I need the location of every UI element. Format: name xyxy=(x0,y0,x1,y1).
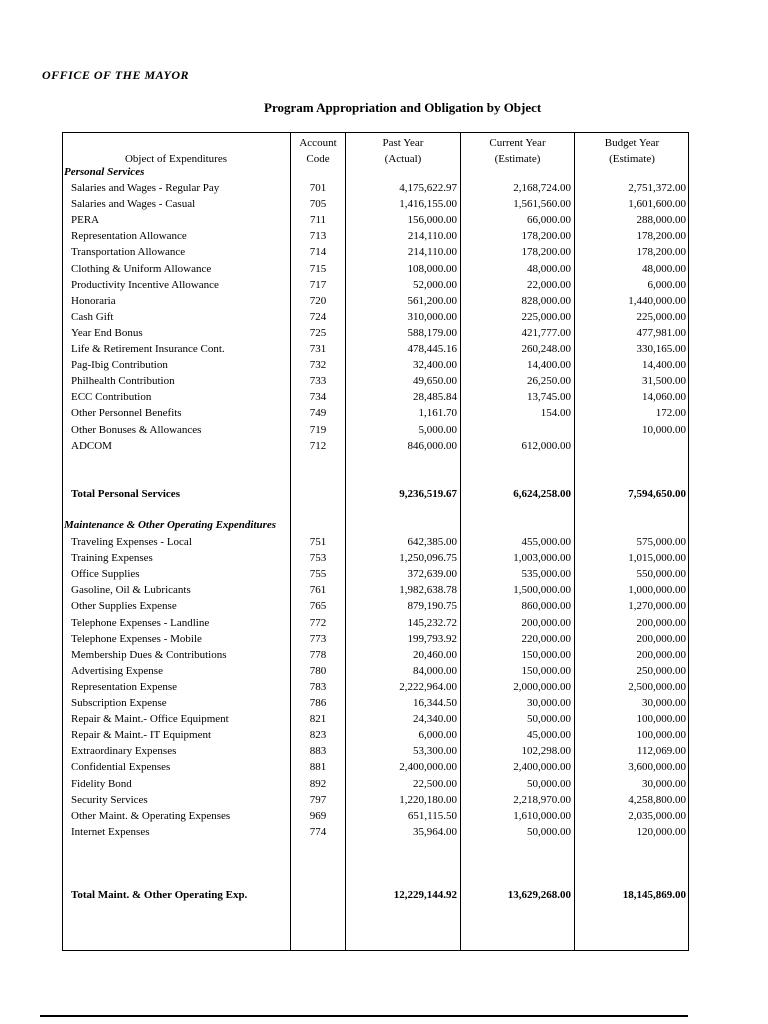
row-current-year: 50,000.00 xyxy=(527,713,571,726)
row-budget-year: 120,000.00 xyxy=(636,825,686,838)
row-account-code: 717 xyxy=(309,278,327,291)
row-account-code: 713 xyxy=(309,230,327,243)
row-label: Confidential Expenses xyxy=(71,761,171,774)
row-current-year: 45,000.00 xyxy=(527,729,571,742)
row-budget-year: 6,000.00 xyxy=(647,278,686,291)
table-row xyxy=(62,277,689,293)
row-current-year: 102,298.00 xyxy=(521,745,571,758)
row-budget-year: 31,500.00 xyxy=(642,375,686,388)
row-label: Clothing & Uniform Allowance xyxy=(71,262,212,275)
row-label: Representation Allowance xyxy=(71,230,187,243)
row-budget-year: 330,165.00 xyxy=(636,343,686,355)
header-current xyxy=(461,135,574,167)
header-past-line2: (Actual) xyxy=(384,153,422,165)
office-heading: OFFICE OF THE MAYOR xyxy=(42,68,189,82)
row-label: Extraordinary Expenses xyxy=(71,745,177,758)
header-budget-line1: Budget Year xyxy=(604,137,660,149)
row-past-year: 1,161.70 xyxy=(418,407,457,420)
row-budget-year: 14,400.00 xyxy=(642,359,686,372)
row-account-code: 761 xyxy=(309,584,327,597)
row-budget-year: 2,035,000.00 xyxy=(628,809,686,822)
row-account-code: 765 xyxy=(309,600,327,613)
row-current-year: 260,248.00 xyxy=(521,343,571,355)
row-account-code: 701 xyxy=(309,182,327,194)
row-account-code: 753 xyxy=(309,552,327,565)
row-budget-year: 200,000.00 xyxy=(636,616,686,629)
row-account-code: 732 xyxy=(309,359,327,372)
table-row xyxy=(62,422,689,438)
row-label: Fidelity Bond xyxy=(71,777,132,790)
row-account-code: 715 xyxy=(309,262,327,275)
table-row xyxy=(62,647,689,663)
row-account-code: 731 xyxy=(309,343,327,355)
row-past-year: 478,445.16 xyxy=(407,343,457,355)
row-label: Repair & Maint.- Office Equipment xyxy=(71,713,229,726)
row-budget-year: 477,981.00 xyxy=(636,326,686,339)
row-past-year: 20,460.00 xyxy=(413,648,457,661)
header-code-line1: Account xyxy=(299,137,337,149)
row-account-code: 821 xyxy=(309,713,327,726)
row-budget-year: 200,000.00 xyxy=(636,648,686,661)
row-budget-year: 200,000.00 xyxy=(636,632,686,645)
row-current-year: 612,000.00 xyxy=(521,439,571,452)
row-current-year: 66,000.00 xyxy=(527,214,571,227)
row-account-code: 778 xyxy=(309,648,327,661)
row-account-code: 969 xyxy=(309,809,327,822)
table-row xyxy=(62,679,689,695)
total-personal-services-row xyxy=(62,486,689,502)
row-label: Transportation Allowance xyxy=(71,246,186,259)
table-row xyxy=(62,309,689,325)
row-current-year: 26,250.00 xyxy=(527,375,571,388)
row-past-year: 642,385.00 xyxy=(407,536,457,548)
row-label: Honoraria xyxy=(71,294,116,307)
row-account-code: 749 xyxy=(309,407,327,420)
row-label: Internet Expenses xyxy=(71,825,150,838)
row-budget-year: 178,200.00 xyxy=(636,246,686,259)
row-current-year: 200,000.00 xyxy=(521,616,571,629)
total-budget: 18,145,869.00 xyxy=(622,889,686,901)
table-row xyxy=(62,824,689,840)
table-row xyxy=(62,293,689,309)
row-current-year: 2,000,000.00 xyxy=(513,680,571,693)
table-row xyxy=(62,663,689,679)
row-account-code: 734 xyxy=(309,391,327,404)
row-label: Security Services xyxy=(71,793,148,806)
row-past-year: 1,982,638.78 xyxy=(399,584,457,597)
table-row xyxy=(62,598,689,614)
row-label: Productivity Incentive Allowance xyxy=(71,278,219,291)
row-budget-year: 112,069.00 xyxy=(636,745,686,758)
row-past-year: 53,300.00 xyxy=(413,745,457,758)
table-row xyxy=(62,389,689,405)
row-past-year: 49,650.00 xyxy=(413,375,457,388)
row-current-year: 48,000.00 xyxy=(527,262,571,275)
row-past-year: 22,500.00 xyxy=(413,777,457,790)
row-budget-year: 48,000.00 xyxy=(642,262,686,275)
row-past-year: 24,340.00 xyxy=(413,713,457,726)
row-label: Year End Bonus xyxy=(71,326,143,339)
table-row xyxy=(62,792,689,808)
bottom-rule xyxy=(40,1015,688,1017)
row-budget-year: 14,060.00 xyxy=(642,391,686,404)
header-past xyxy=(346,135,460,167)
row-past-year: 879,190.75 xyxy=(407,600,457,613)
row-past-year: 145,232.72 xyxy=(407,616,457,629)
row-current-year: 150,000.00 xyxy=(521,664,571,677)
row-past-year: 35,964.00 xyxy=(413,825,457,838)
row-label: Other Maint. & Operating Expenses xyxy=(71,809,231,822)
total-label: Total Maint. & Other Operating Exp. xyxy=(71,889,248,901)
row-label: Salaries and Wages - Regular Pay xyxy=(71,182,220,194)
row-past-year: 651,115.50 xyxy=(407,809,457,822)
row-budget-year: 1,015,000.00 xyxy=(628,552,686,565)
row-account-code: 883 xyxy=(309,745,327,758)
row-current-year: 421,777.00 xyxy=(521,326,571,339)
row-budget-year: 288,000.00 xyxy=(636,214,686,227)
table-row xyxy=(62,180,689,196)
header-object: Object of Expenditures xyxy=(124,153,228,165)
table-row xyxy=(62,261,689,277)
row-label: Representation Expense xyxy=(71,680,177,693)
row-account-code: 783 xyxy=(309,680,327,693)
row-label: Other Supplies Expense xyxy=(71,600,177,613)
total-past: 9,236,519.67 xyxy=(399,488,457,500)
row-budget-year: 2,500,000.00 xyxy=(628,680,686,693)
row-account-code: 773 xyxy=(309,632,327,645)
row-account-code: 881 xyxy=(309,761,327,774)
row-past-year: 561,200.00 xyxy=(407,294,457,307)
row-label: Membership Dues & Contributions xyxy=(71,648,227,661)
row-label: Philhealth Contribution xyxy=(71,375,175,388)
row-current-year: 154.00 xyxy=(540,407,571,420)
row-current-year: 13,745.00 xyxy=(527,391,571,404)
row-label: ECC Contribution xyxy=(71,391,152,404)
row-account-code: 733 xyxy=(309,375,327,388)
row-label: Telephone Expenses - Mobile xyxy=(71,632,202,645)
row-budget-year: 4,258,800.00 xyxy=(628,793,686,806)
row-past-year: 6,000.00 xyxy=(418,729,457,742)
row-current-year: 50,000.00 xyxy=(527,777,571,790)
table-row xyxy=(62,550,689,566)
row-past-year: 32,400.00 xyxy=(413,359,457,372)
row-budget-year: 1,000,000.00 xyxy=(628,584,686,597)
row-account-code: 705 xyxy=(309,198,327,211)
row-account-code: 755 xyxy=(309,568,327,581)
row-current-year: 50,000.00 xyxy=(527,825,571,838)
row-current-year: 2,400,000.00 xyxy=(513,761,571,774)
table-row xyxy=(62,373,689,389)
row-past-year: 5,000.00 xyxy=(418,423,457,436)
total-label: Total Personal Services xyxy=(71,488,180,500)
table-row xyxy=(62,196,689,212)
row-current-year: 2,218,970.00 xyxy=(513,793,571,806)
row-current-year: 2,168,724.00 xyxy=(513,182,571,194)
row-current-year: 225,000.00 xyxy=(521,310,571,323)
row-past-year: 588,179.00 xyxy=(407,326,457,339)
row-account-code: 797 xyxy=(309,793,327,806)
row-current-year: 860,000.00 xyxy=(521,600,571,613)
row-past-year: 16,344.50 xyxy=(413,697,457,709)
row-budget-year: 10,000.00 xyxy=(642,423,686,436)
total-current: 13,629,268.00 xyxy=(507,889,571,901)
table-row xyxy=(62,695,689,711)
row-label: Gasoline, Oil & Lubricants xyxy=(71,584,191,597)
row-current-year: 220,000.00 xyxy=(521,632,571,645)
table-row xyxy=(62,566,689,582)
table-row xyxy=(62,631,689,647)
row-past-year: 1,220,180.00 xyxy=(399,793,457,806)
row-label: Pag-Ibig Contribution xyxy=(71,359,168,372)
row-budget-year: 3,600,000.00 xyxy=(628,761,686,774)
row-past-year: 372,639.00 xyxy=(407,568,457,581)
row-current-year: 1,561,560.00 xyxy=(513,198,571,211)
header-current-line1: Current Year xyxy=(489,137,546,149)
table-row xyxy=(62,325,689,341)
header-code-line2: Code xyxy=(306,153,330,165)
row-current-year: 14,400.00 xyxy=(527,359,571,372)
row-past-year: 2,222,964.00 xyxy=(399,680,457,693)
row-label: Subscription Expense xyxy=(71,697,167,709)
row-account-code: 725 xyxy=(309,326,327,339)
table-row xyxy=(62,615,689,631)
row-current-year: 1,610,000.00 xyxy=(513,809,571,822)
row-account-code: 714 xyxy=(309,246,327,259)
row-budget-year: 250,000.00 xyxy=(636,664,686,677)
row-past-year: 156,000.00 xyxy=(407,214,457,227)
row-label: Cash Gift xyxy=(71,310,114,323)
table-row xyxy=(62,743,689,759)
row-account-code: 892 xyxy=(309,777,327,790)
row-budget-year: 1,601,600.00 xyxy=(628,198,686,211)
row-account-code: 751 xyxy=(309,536,327,548)
row-budget-year: 2,751,372.00 xyxy=(628,182,686,194)
table-row xyxy=(62,228,689,244)
row-current-year: 150,000.00 xyxy=(521,648,571,661)
header-past-line1: Past Year xyxy=(382,137,424,149)
table-row xyxy=(62,808,689,824)
row-budget-year: 100,000.00 xyxy=(636,729,686,742)
row-past-year: 310,000.00 xyxy=(407,310,457,323)
table-row xyxy=(62,357,689,373)
table-row xyxy=(62,244,689,260)
row-past-year: 108,000.00 xyxy=(407,262,457,275)
row-label: Salaries and Wages - Casual xyxy=(71,198,196,211)
row-current-year: 828,000.00 xyxy=(521,294,571,307)
row-label: ADCOM xyxy=(71,439,112,452)
header-current-line2: (Estimate) xyxy=(494,153,541,165)
row-past-year: 52,000.00 xyxy=(413,278,457,291)
row-current-year: 1,500,000.00 xyxy=(513,584,571,597)
row-past-year: 846,000.00 xyxy=(407,439,457,452)
row-label: Training Expenses xyxy=(71,552,153,565)
row-account-code: 780 xyxy=(309,664,327,677)
row-current-year: 22,000.00 xyxy=(527,278,571,291)
row-past-year: 199,793.92 xyxy=(407,632,457,645)
total-past: 12,229,144.92 xyxy=(393,889,457,901)
row-past-year: 1,250,096.75 xyxy=(399,552,457,565)
row-budget-year: 30,000.00 xyxy=(642,777,686,790)
row-current-year: 455,000.00 xyxy=(521,536,571,548)
row-budget-year: 575,000.00 xyxy=(636,536,686,548)
row-past-year: 214,110.00 xyxy=(407,230,457,243)
table-row xyxy=(62,759,689,775)
row-budget-year: 1,440,000.00 xyxy=(628,294,686,307)
row-budget-year: 172.00 xyxy=(655,407,686,420)
row-account-code: 774 xyxy=(309,825,327,838)
row-account-code: 712 xyxy=(309,439,327,452)
table-row xyxy=(62,212,689,228)
header-code xyxy=(290,135,346,167)
row-past-year: 84,000.00 xyxy=(413,664,457,677)
row-label: Telephone Expenses - Landline xyxy=(71,616,210,629)
row-account-code: 711 xyxy=(309,214,327,227)
row-budget-year: 100,000.00 xyxy=(636,713,686,726)
row-label: Repair & Maint.- IT Equipment xyxy=(71,729,212,742)
row-label: PERA xyxy=(71,214,100,227)
total-mooe-row xyxy=(62,887,689,903)
row-past-year: 28,485.84 xyxy=(413,391,457,404)
row-budget-year: 550,000.00 xyxy=(636,568,686,581)
row-past-year: 2,400,000.00 xyxy=(399,761,457,774)
row-past-year: 1,416,155.00 xyxy=(399,198,457,211)
row-current-year: 178,200.00 xyxy=(521,246,571,259)
row-account-code: 786 xyxy=(309,697,327,709)
row-current-year: 178,200.00 xyxy=(521,230,571,243)
row-account-code: 724 xyxy=(309,310,327,323)
header-budget xyxy=(575,135,689,167)
row-account-code: 720 xyxy=(309,294,327,307)
row-label: Life & Retirement Insurance Cont. xyxy=(71,343,225,355)
table-row xyxy=(62,711,689,727)
row-budget-year: 225,000.00 xyxy=(636,310,686,323)
row-label: Advertising Expense xyxy=(71,664,163,677)
row-current-year: 1,003,000.00 xyxy=(513,552,571,565)
total-budget: 7,594,650.00 xyxy=(628,488,686,500)
table-row xyxy=(62,776,689,792)
row-budget-year: 178,200.00 xyxy=(636,230,686,243)
row-account-code: 719 xyxy=(309,423,327,436)
row-account-code: 772 xyxy=(309,616,327,629)
row-label: Other Personnel Benefits xyxy=(71,407,182,420)
document-title: Program Appropriation and Obligation by Object xyxy=(264,100,542,115)
section-mooe: Maintenance & Other Operating Expenditures xyxy=(64,519,277,531)
row-current-year: 535,000.00 xyxy=(521,568,571,581)
row-past-year: 214,110.00 xyxy=(407,246,457,259)
row-label: Other Bonuses & Allowances xyxy=(71,423,202,436)
section-personal-services: Personal Services xyxy=(64,166,145,178)
row-current-year: 30,000.00 xyxy=(527,697,571,709)
header-budget-line2: (Estimate) xyxy=(609,153,655,165)
total-current: 6,624,258.00 xyxy=(513,488,571,500)
row-label: Traveling Expenses - Local xyxy=(71,536,192,548)
table-row xyxy=(62,727,689,743)
table-row xyxy=(62,438,689,454)
table-row xyxy=(62,582,689,598)
table-row xyxy=(62,534,689,550)
table-row xyxy=(62,405,689,421)
row-budget-year: 1,270,000.00 xyxy=(628,600,686,613)
row-account-code: 823 xyxy=(309,729,327,742)
row-past-year: 4,175,622.97 xyxy=(399,182,457,194)
table-row xyxy=(62,341,689,357)
row-budget-year: 30,000.00 xyxy=(642,697,686,709)
row-label: Office Supplies xyxy=(71,568,140,581)
